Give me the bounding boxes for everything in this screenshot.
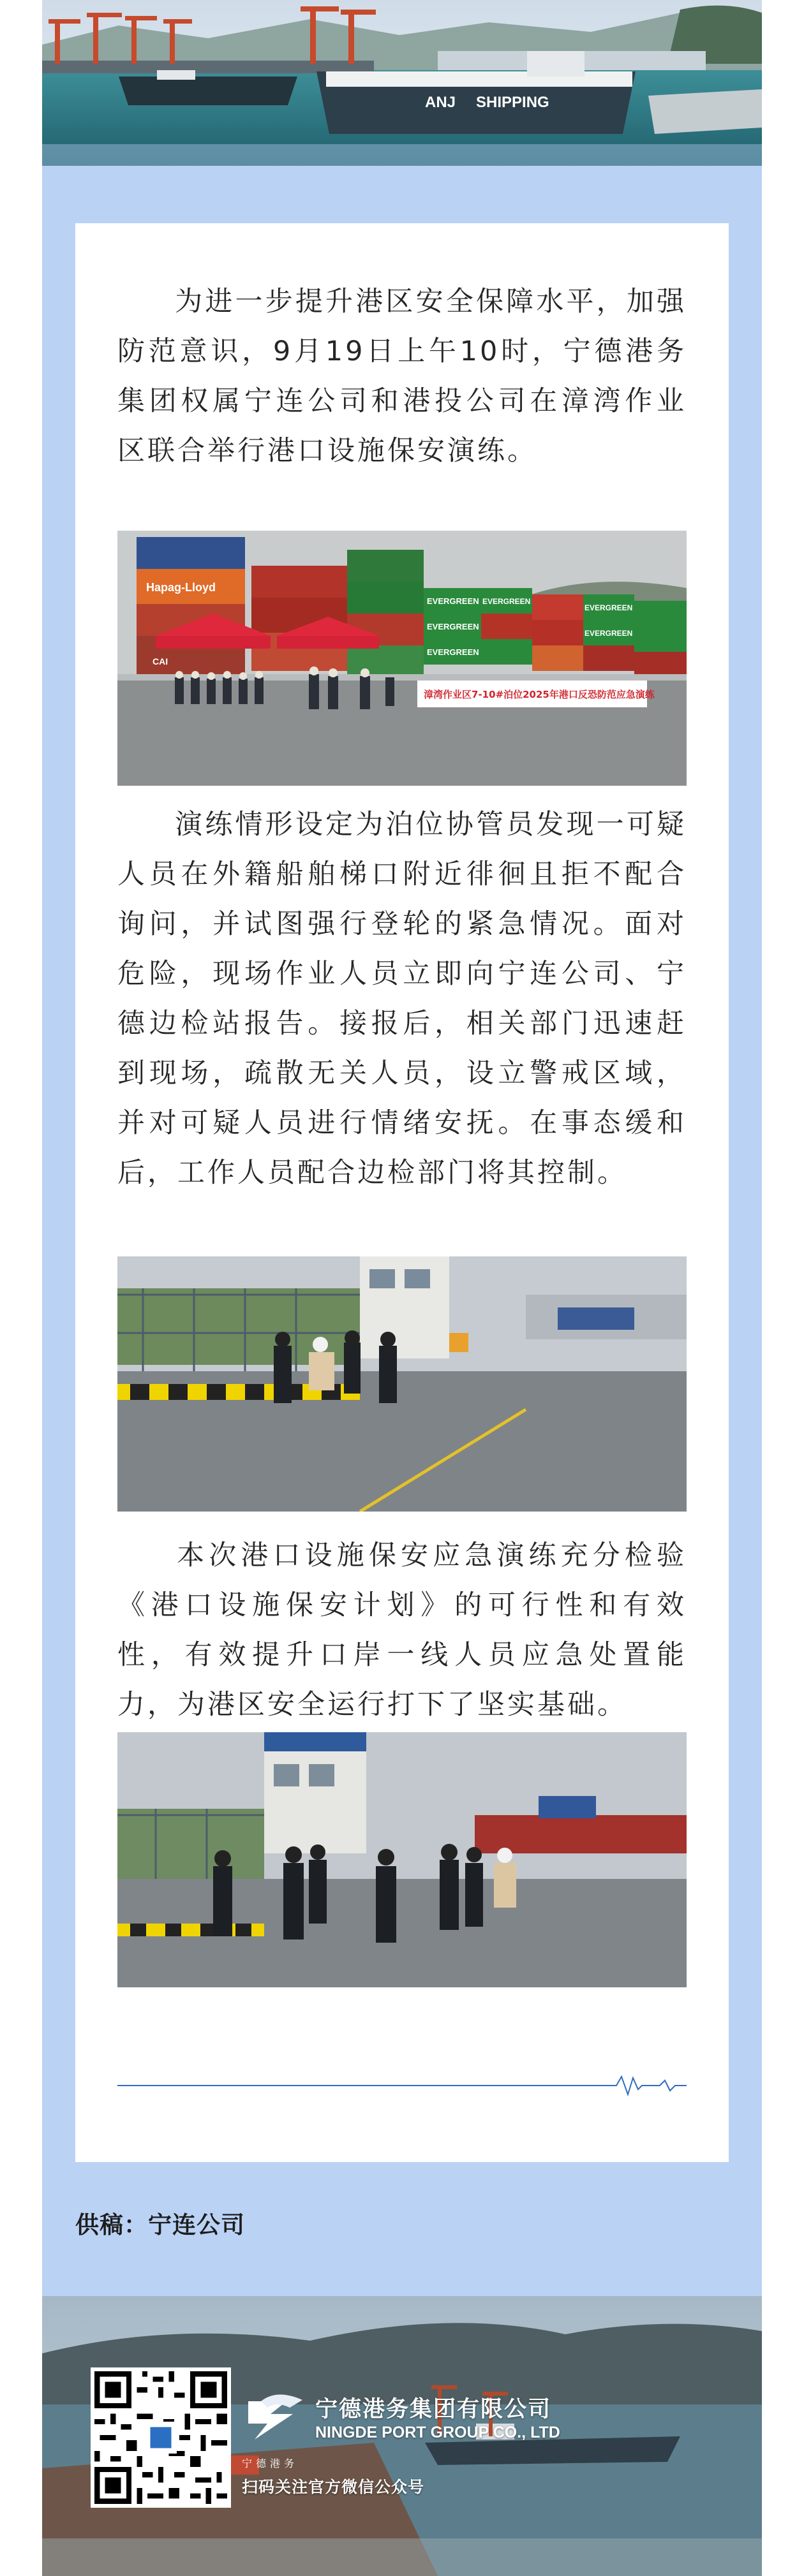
article-paragraph-2: 演练情形设定为泊位协管员发现一可疑人员在外籍船舶梯口附近徘徊且拒不配合询问，并试图强行登轮的紧急情况。面对危险，现场作业人员立即向宁连公司、宁德边检站报告。接报后，相关部门迅速赶到现场，疏散无关人员，设立警戒区域，并对可疑人员进行情绪安抚。在事态缓和后，工作人员配合边检部门将其控制。: [117, 809, 687, 1189]
container-label-evergreen-2: EVERGREEN: [427, 622, 479, 631]
logo-subtext: 宁德港务: [242, 2457, 299, 2469]
container-label-evergreen-3: EVERGREEN: [427, 647, 479, 657]
credit-source: 宁连公司: [148, 2211, 245, 2239]
drill-photo-control: [117, 1732, 687, 1987]
drill-photo-checkpoint: [117, 1256, 687, 1512]
ningde-port-logo-icon: [242, 2388, 312, 2455]
ship-hull-text-2: SHIPPING: [476, 94, 549, 111]
follow-wechat-text: 扫码关注官方微信公众号: [242, 2478, 425, 2496]
container-label-evergreen-6: EVERGREEN: [584, 629, 633, 638]
container-label-evergreen-1: EVERGREEN: [427, 596, 479, 606]
container-label-hapag: Hapag-Lloyd: [146, 581, 216, 594]
article-paragraph-3: 本次港口设施保安应急演练充分检验《港口设施保安计划》的可行性和有效性，有效提升口岸一线人员应急处置能力，为港区安全运行打下了坚实基础。: [117, 1540, 687, 1721]
container-label-cai: CAI: [153, 656, 168, 666]
article-page: [42, 0, 762, 2576]
container-label-evergreen-5: EVERGREEN: [584, 603, 633, 612]
article-paragraph-1: 为进一步提升港区安全保障水平，加强防范意识，9月19日上午10时，宁德港务集团权属宁连公司和港投公司在漳湾作业区联合举行港口设施保安演练。: [117, 286, 687, 467]
article-credit: [75, 2205, 245, 2240]
company-name-en: NINGDE PORT GROUP CO., LTD: [315, 2424, 560, 2441]
header-harbor-image: [42, 0, 762, 166]
section-divider: [117, 2073, 687, 2098]
container-label-evergreen-4: EVERGREEN: [482, 597, 531, 606]
wechat-qr-code[interactable]: [91, 2367, 231, 2508]
ship-hull-text-1: ANJ: [425, 94, 456, 111]
drill-banner-text: 漳湾作业区7-10#泊位2025年港口反恐防范应急演练: [424, 689, 655, 700]
company-name-cn: 宁德港务集团有限公司: [315, 2397, 552, 2422]
article-card: [75, 223, 729, 2162]
credit-label: 供稿：: [75, 2211, 148, 2239]
drill-photo-port-banner: [117, 531, 687, 786]
